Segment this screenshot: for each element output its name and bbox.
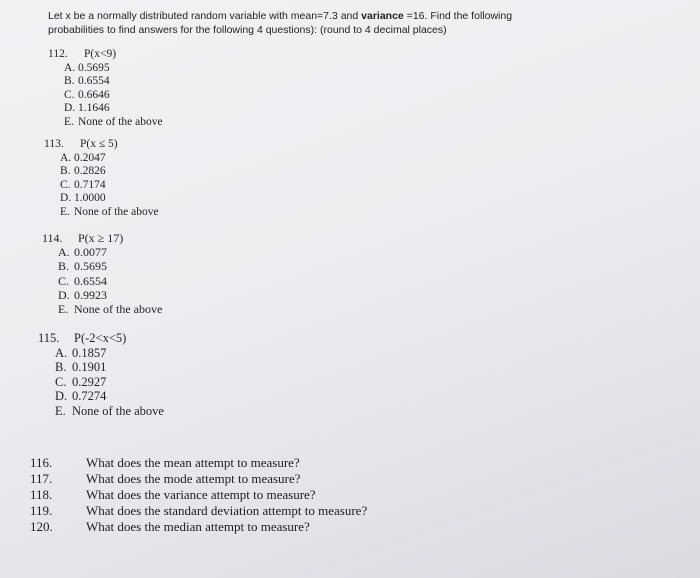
option-letter: C. [60,178,71,191]
question-114 [42,231,162,316]
answer-option [60,152,159,166]
option-text: None of the above [78,115,163,128]
answer-option [64,62,163,76]
option-letter: D. [60,192,72,205]
option-text: None of the above [74,302,163,317]
option-text: 0.2826 [74,165,106,178]
option-letter: B. [64,75,75,88]
answer-option [64,116,163,130]
question-prompt: P(x<9) [84,48,117,60]
answer-option [58,245,162,259]
option-text: 0.0077 [74,245,107,260]
question-text: What does the mode attempt to measure? [86,471,301,486]
question-prompt: P(x ≤ 5) [80,138,118,150]
answer-option [64,102,163,116]
question-number: 120. [30,519,53,534]
option-text: 0.1901 [72,360,107,375]
question-number: 114. [42,231,63,245]
instructions-line-1 [48,9,648,23]
question-113 [44,138,159,220]
option-text: 0.6554 [78,75,110,88]
instructions-text: =16. Find the following [403,10,513,22]
question-115 [38,331,164,419]
answer-option [58,259,162,273]
answer-option [55,360,164,375]
option-letter: E. [64,115,74,128]
option-text: 0.1857 [72,345,107,360]
question-number: 118. [30,487,53,502]
option-letter: D. [64,102,76,115]
instructions-bold-term: variance [361,10,404,22]
option-text: 0.2047 [74,151,106,164]
instructions-line-2: probabilities to find answers for the following 4 questions): (round to 4 decimal places) [48,24,447,36]
question-text: What does the median attempt to measure? [86,519,310,534]
option-letter: B. [58,259,70,274]
question-number: 116. [30,455,53,470]
answer-option [58,288,162,302]
option-letter: C. [58,273,70,288]
option-letter: B. [55,360,67,375]
option-letter: E. [58,302,69,317]
option-letter: D. [58,287,70,302]
option-text: 0.6554 [74,273,107,288]
option-letter: A. [58,245,70,260]
answer-option [60,206,159,220]
question-text: What does the standard deviation attempt to measure? [86,503,368,518]
question-prompt: P(x ≥ 17) [78,231,124,245]
question-number: 113. [44,138,64,150]
option-text: 0.7274 [72,389,107,404]
answer-option [58,302,162,316]
short-question [30,487,367,503]
answer-option [55,375,164,390]
short-question [30,455,367,471]
option-letter: E. [60,205,70,218]
option-text: 0.5695 [74,259,107,274]
short-answer-questions [30,455,367,535]
short-question [30,519,367,535]
answer-option [55,346,164,361]
option-text: 1.0000 [74,192,106,205]
question-number: 117. [30,471,53,486]
answer-option [64,75,163,89]
question-112 [48,48,163,130]
option-letter: C. [55,374,67,389]
option-letter: D. [55,389,68,404]
question-number: 112. [48,48,68,60]
instructions-text: Let x be a normally distributed random variable with mean=7.3 and [48,10,362,22]
instructions [48,9,648,37]
option-letter: C. [64,88,75,101]
option-text: 0.5695 [78,61,110,74]
option-letter: A. [55,345,68,360]
option-text: 0.7174 [74,178,106,191]
question-number: 115. [38,331,60,345]
option-text: 0.9923 [74,287,107,302]
question-number: 119. [30,503,53,518]
option-text: None of the above [72,403,164,418]
option-letter: B. [60,165,71,178]
question-text: What does the variance attempt to measure? [86,487,316,502]
answer-option [55,404,164,419]
option-text: 0.6646 [78,88,110,101]
answer-option [60,165,159,179]
option-text: None of the above [74,205,159,218]
question-text: What does the mean attempt to measure? [86,455,300,470]
option-letter: E. [55,403,66,418]
answer-option [58,274,162,288]
option-letter: A. [64,61,76,74]
answer-option [60,179,159,193]
option-text: 1.1646 [78,102,110,115]
short-question [30,471,367,487]
answer-option [60,192,159,206]
option-text: 0.2927 [72,374,107,389]
answer-option [64,89,163,103]
short-question [30,503,367,519]
option-letter: A. [60,151,72,164]
question-prompt: P(-2<x<5) [74,331,127,345]
answer-option [55,389,164,404]
